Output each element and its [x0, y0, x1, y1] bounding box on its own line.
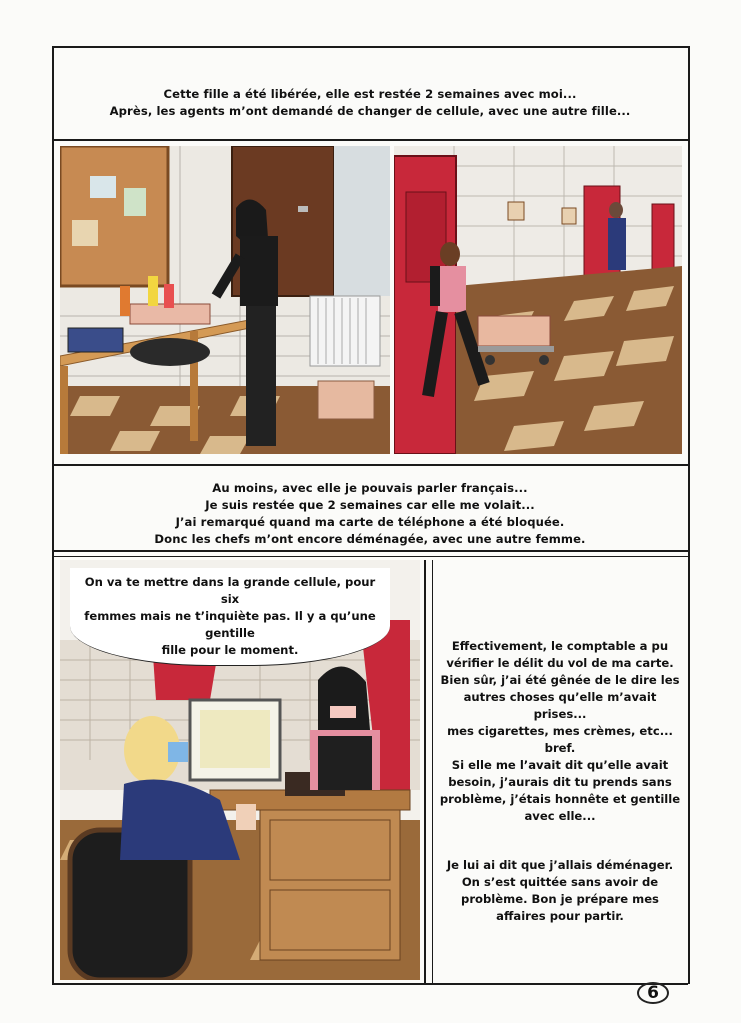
panel-packing [60, 146, 390, 454]
narr-line: Bien sûr, j’ai été gênée de le dire les [440, 673, 680, 687]
caption-middle-line2: Je suis restée que 2 semaines car elle me volait... [205, 498, 535, 512]
narr-line: besoin, j’aurais dit tu prends sans [448, 775, 672, 789]
narr-line: mes cigarettes, mes crèmes, etc... [447, 724, 673, 738]
caption-top-line1: Cette fille a été libérée, elle est restée 2 semaines avec moi... [163, 87, 577, 101]
divider-vertical [424, 560, 426, 984]
speech-line2: femmes mais ne t’inquiète pas. Il y a qu’une gentille [84, 609, 376, 640]
caption-middle [60, 480, 680, 548]
narr-line: affaires pour partir. [496, 909, 624, 923]
narr-line: bref. [544, 741, 576, 755]
narration-para2 [438, 857, 682, 925]
caption-top [60, 86, 680, 120]
caption-middle-line1: Au moins, avec elle je pouvais parler français... [212, 481, 528, 495]
narr-line: problème. Bon je prépare mes [461, 892, 659, 906]
bottom-border [52, 983, 688, 985]
narr-line: avec elle... [524, 809, 596, 823]
right-border [688, 46, 690, 984]
speech-line3: fille pour le moment. [161, 643, 299, 657]
caption-middle-line4: Donc les chefs m’ont encore déménagée, avec une autre femme. [154, 532, 586, 546]
narration-para1 [438, 638, 682, 825]
divider-vertical-2 [432, 560, 433, 984]
divider-2 [52, 464, 688, 466]
divider-1 [52, 139, 688, 141]
left-border [52, 46, 54, 984]
narr-line: Effectivement, le comptable a pu [451, 639, 669, 653]
narr-line: On s’est quittée sans avoir de [461, 875, 659, 889]
speech-line1: On va te mettre dans la grande cellule, pour six [84, 575, 376, 606]
caption-middle-line3: J’ai remarqué quand ma carte de téléphone a été bloquée. [175, 515, 565, 529]
panel-corridor [394, 146, 682, 454]
divider-3 [52, 550, 688, 552]
caption-top-line2: Après, les agents m’ont demandé de changer de cellule, avec une autre fille... [109, 104, 631, 118]
narr-line: Si elle me l’avait dit qu’elle avait [451, 758, 669, 772]
narr-line: vérifier le délit du vol de ma carte. [446, 656, 674, 670]
narr-line: Je lui ai dit que j’allais déménager. [446, 858, 674, 872]
narr-line: autres choses qu’elle m’avait prises... [463, 690, 657, 721]
page-number: 6 [637, 982, 669, 1004]
narration-right [438, 638, 682, 925]
narr-line: problème, j’étais honnête et gentille [439, 792, 681, 806]
divider-4 [52, 556, 688, 557]
top-border [52, 46, 688, 48]
speech-bubble [70, 568, 390, 666]
